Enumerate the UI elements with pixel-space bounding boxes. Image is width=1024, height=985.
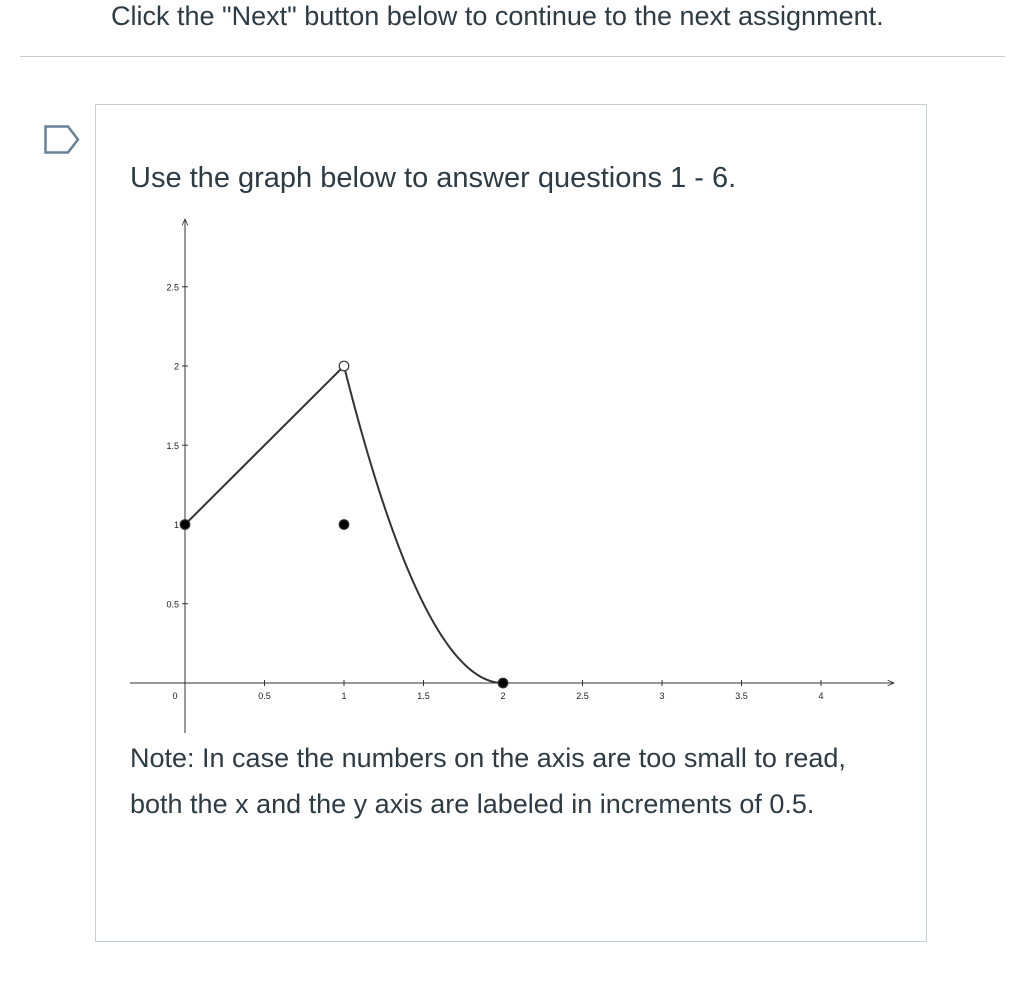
x-tick-label: 3.5 [735,691,748,701]
open-point [339,361,349,371]
parabola-curve [344,366,503,683]
function-graph [122,217,906,737]
y-tick-label: 1.5 [166,440,179,451]
y-tick-label: 2 [173,361,179,372]
x-tick-label: 0.5 [258,691,271,701]
x-tick-label: 1 [341,691,347,701]
question-box [95,104,927,942]
closed-point [180,520,190,530]
bookmark-icon[interactable] [44,125,80,155]
x-tick-label: 4 [818,691,824,701]
axis-note: Note: In case the numbers on the axis are too small to read, both the x and the y axis are labeled in increments of 0.5. [130,743,846,819]
y-tick-label: 0.5 [166,599,179,610]
divider [20,56,1005,57]
y-tick-label: 1 [173,520,179,530]
x-tick-label: 2.5 [576,691,589,701]
x-tick-label: 3 [659,691,665,701]
closed-point [498,678,508,688]
y-tick-label: 2.5 [166,282,179,293]
x-tick-label: 2 [500,691,506,701]
question-prompt: Use the graph below to answer questions 1 - 6. [130,162,737,194]
closed-point [339,520,349,530]
next-assignment-instruction: Click the "Next" button below to continue to the next assignment. [111,1,884,31]
x-tick-label: 1.5 [417,691,430,701]
x-tick-label: 0 [172,691,178,701]
line-segment [185,366,344,525]
